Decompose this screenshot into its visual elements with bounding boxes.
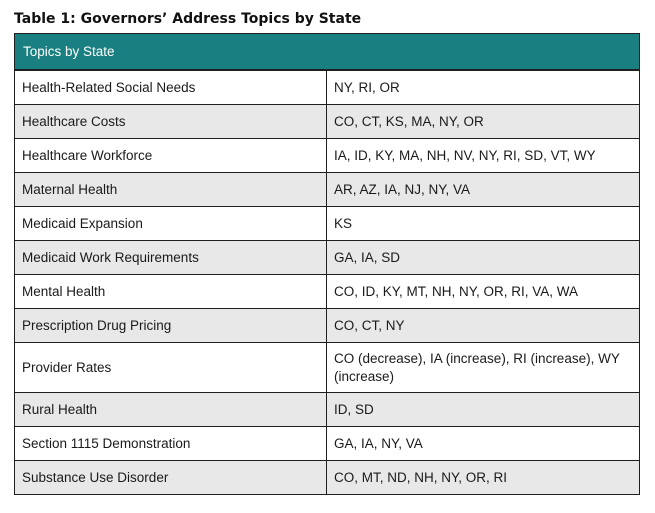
table-row <box>15 309 640 343</box>
topic-cell: Maternal Health <box>15 173 327 207</box>
table-row <box>15 241 640 275</box>
topics-table <box>14 33 640 495</box>
states-cell: AR, AZ, IA, NJ, NY, VA <box>327 173 640 207</box>
table-row <box>15 275 640 309</box>
topic-cell: Provider Rates <box>15 343 327 393</box>
table-header-row <box>15 34 640 71</box>
table-header: Topics by State <box>15 34 640 71</box>
states-cell: CO (decrease), IA (increase), RI (increase), WY (increase) <box>327 343 640 393</box>
states-cell: GA, IA, SD <box>327 241 640 275</box>
topic-cell: Rural Health <box>15 393 327 427</box>
table-row <box>15 461 640 495</box>
states-cell: CO, CT, NY <box>327 309 640 343</box>
table-row <box>15 343 640 393</box>
states-cell: CO, MT, ND, NH, NY, OR, RI <box>327 461 640 495</box>
states-cell: KS <box>327 207 640 241</box>
states-cell: IA, ID, KY, MA, NH, NV, NY, RI, SD, VT, WY <box>327 139 640 173</box>
topic-cell: Medicaid Expansion <box>15 207 327 241</box>
table-row <box>15 173 640 207</box>
table-row <box>15 207 640 241</box>
table-row <box>15 393 640 427</box>
table-row <box>15 427 640 461</box>
table-row <box>15 70 640 105</box>
states-cell: NY, RI, OR <box>327 70 640 105</box>
states-cell: CO, CT, KS, MA, NY, OR <box>327 105 640 139</box>
topic-cell: Prescription Drug Pricing <box>15 309 327 343</box>
topic-cell: Section 1115 Demonstration <box>15 427 327 461</box>
topic-cell: Substance Use Disorder <box>15 461 327 495</box>
states-cell: ID, SD <box>327 393 640 427</box>
topic-cell: Healthcare Workforce <box>15 139 327 173</box>
topic-cell: Mental Health <box>15 275 327 309</box>
table-caption: Table 1: Governors’ Address Topics by State <box>14 11 362 27</box>
topic-cell: Healthcare Costs <box>15 105 327 139</box>
topic-cell: Health-Related Social Needs <box>15 70 327 105</box>
table-row <box>15 105 640 139</box>
states-cell: CO, ID, KY, MT, NH, NY, OR, RI, VA, WA <box>327 275 640 309</box>
topic-cell: Medicaid Work Requirements <box>15 241 327 275</box>
table-row <box>15 139 640 173</box>
states-cell: GA, IA, NY, VA <box>327 427 640 461</box>
